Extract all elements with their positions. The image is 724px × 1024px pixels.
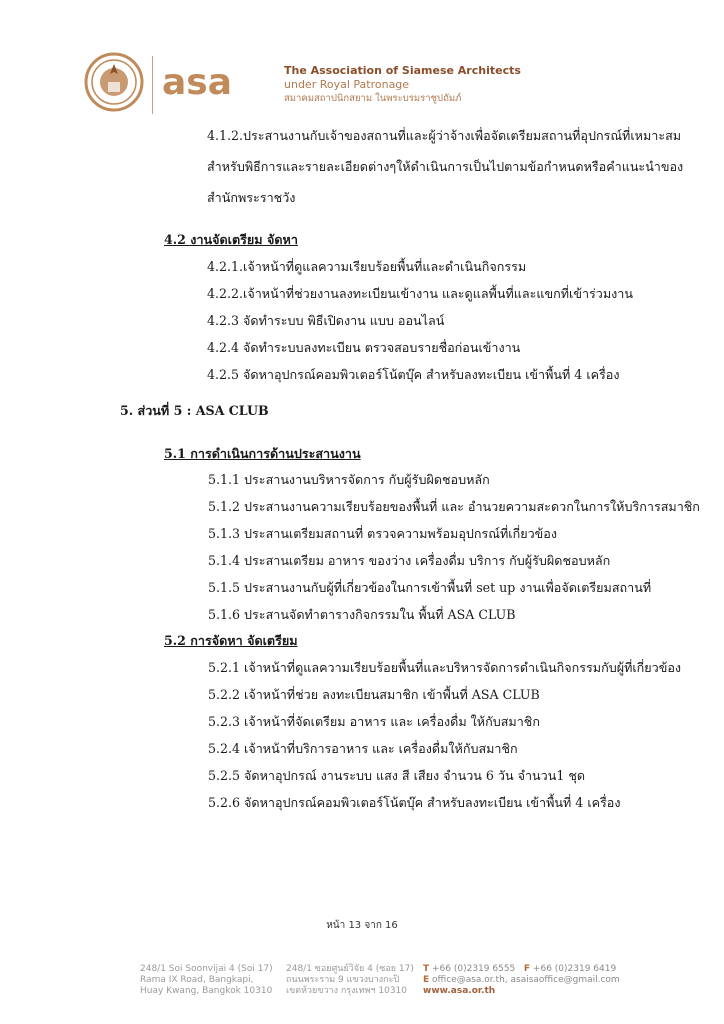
list-item: 5.1.3 ประสานเตรียมสถานที่ ตรวจความพร้อมอุปกรณ์ที่เกี่ยวข้อง <box>208 526 557 541</box>
address-line: Rama IX Road, Bangkapi, <box>140 975 254 985</box>
organization-name <box>284 64 521 105</box>
fax-label: F <box>523 964 531 974</box>
paragraph-line: 4.1.2.ประสานงานกับเจ้าของสถานที่และผู้ว่าจ้างเพื่อจัดเตรียมสถานที่อุปกรณ์ที่เหมาะสม <box>207 128 682 143</box>
letterhead <box>84 50 684 120</box>
address-line: 248/1 Soi Soonvijai 4 (Soi 17) <box>140 964 273 974</box>
tel-number: +66 (0)2319 6555 <box>432 964 516 974</box>
list-item: 5.2.1 เจ้าหน้าที่ดูแลความเรียบร้อยพื้นที่และบริหารจัดการดำเนินกิจกรรมกับผู้ที่เกี่ยวข้อง <box>208 660 682 675</box>
email-address: office@asa.or.th, asaisaoffice@gmail.com <box>432 975 620 985</box>
list-item: 5.2.4 เจ้าหน้าที่บริการอาหาร และ เครื่องดื่มให้กับสมาชิก <box>208 741 518 756</box>
address-line: 248/1 ซอยศูนย์วิจัย 4 (ซอย 17) <box>286 964 414 974</box>
list-item: 5.2.3 เจ้าหน้าที่จัดเตรียม อาหาร และ เครื่องดื่ม ให้กับสมาชิก <box>208 714 540 729</box>
footer-contact <box>423 964 620 997</box>
list-item: 5.1.2 ประสานงานความเรียบร้อยของพื้นที่ และ อำนวยความสะดวกในการให้บริการสมาชิก <box>208 499 700 514</box>
website-link: www.asa.or.th <box>423 986 496 996</box>
letterhead-footer <box>0 964 724 1004</box>
section-heading: 5.2 การจัดหา จัดเตรียม <box>164 633 298 648</box>
address-line: ถนนพระราม 9 แขวงบางกะปิ <box>286 975 400 985</box>
paragraph-line: สำนักพระราชวัง <box>207 190 296 205</box>
list-item: 4.2.4 จัดทำระบบลงทะเบียน ตรวจสอบรายชื่อก่อนเข้างาน <box>207 340 521 355</box>
section-heading: 4.2 งานจัดเตรียม จัดหา <box>164 232 298 247</box>
footer-address-th <box>286 964 414 997</box>
footer-address-en <box>140 964 273 997</box>
contact-email-line <box>423 975 620 986</box>
tel-label: T <box>423 964 430 974</box>
asa-logo <box>162 62 252 102</box>
org-name-en: The Association of Siamese Architects <box>284 64 521 77</box>
list-item: 4.2.1.เจ้าหน้าที่ดูแลความเรียบร้อยพื้นที่และดำเนินกิจกรรม <box>207 259 527 274</box>
list-item: 4.2.5 จัดหาอุปกรณ์คอมพิวเตอร์โน้ตบุ๊ค สำหรับลงทะเบียน เข้าพื้นที่ 4 เครื่อง <box>207 367 620 382</box>
list-item: 4.2.3 จัดทำระบบ พิธีเปิดงาน แบบ ออนไลน์ <box>207 313 445 328</box>
section-heading: 5.1 การดำเนินการด้านประสานงาน <box>164 446 361 461</box>
list-item: 5.2.5 จัดหาอุปกรณ์ งานระบบ แสง สี เสียง จำนวน 6 วัน จำนวน1 ชุด <box>208 768 586 783</box>
address-line: Huay Kwang, Bangkok 10310 <box>140 986 273 996</box>
asa-royal-seal-icon <box>84 52 144 112</box>
list-item: 5.1.4 ประสานเตรียม อาหาร ของว่าง เครื่องดื่ม บริการ กับผู้รับผิดชอบหลัก <box>208 553 611 568</box>
fax-number: +66 (0)2319 6419 <box>532 964 617 974</box>
list-item: 4.2.2.เจ้าหน้าที่ช่วยงานลงทะเบียนเข้างาน และดูแลพื้นที่และแขกที่เข้าร่วมงาน <box>207 286 633 301</box>
list-item: 5.1.1 ประสานงานบริหารจัดการ กับผู้รับผิดชอบหลัก <box>208 472 490 487</box>
org-name-th: สมาคมสถาปนิกสยาม ในพระบรมราชูปถัมภ์ <box>284 93 462 104</box>
header-divider <box>152 56 153 114</box>
section-title: 5. ส่วนที่ 5 : ASA CLUB <box>120 403 269 418</box>
org-subtitle-en: under Royal Patronage <box>284 78 410 91</box>
address-line: เขตห้วยขวาง กรุงเทพฯ 10310 <box>286 986 408 996</box>
asa-logo-text: asa <box>162 62 233 102</box>
list-item: 5.1.5 ประสานงานกับผู้ที่เกี่ยวข้องในการเข้าพื้นที่ set up งานเพื่อจัดเตรียมสถานที่ <box>208 580 652 595</box>
email-label: E <box>423 975 430 985</box>
list-item: 5.1.6 ประสานจัดทำตารางกิจกรรมใน พื้นที่ ASA CLUB <box>208 607 516 622</box>
list-item: 5.2.6 จัดหาอุปกรณ์คอมพิวเตอร์โน้ตบุ๊ค สำหรับลงทะเบียน เข้าพื้นที่ 4 เครื่อง <box>208 795 621 810</box>
list-item: 5.2.2 เจ้าหน้าที่ช่วย ลงทะเบียนสมาชิก เข้าพื้นที่ ASA CLUB <box>208 687 540 702</box>
page-number: หน้า 13 จาก 16 <box>326 920 398 931</box>
paragraph-line: สำหรับพิธีการและรายละเอียดต่างๆให้ดำเนินการเป็นไปตามข้อกำหนดหรือคำแนะนำของ <box>207 159 684 174</box>
contact-phone-line <box>423 964 620 975</box>
